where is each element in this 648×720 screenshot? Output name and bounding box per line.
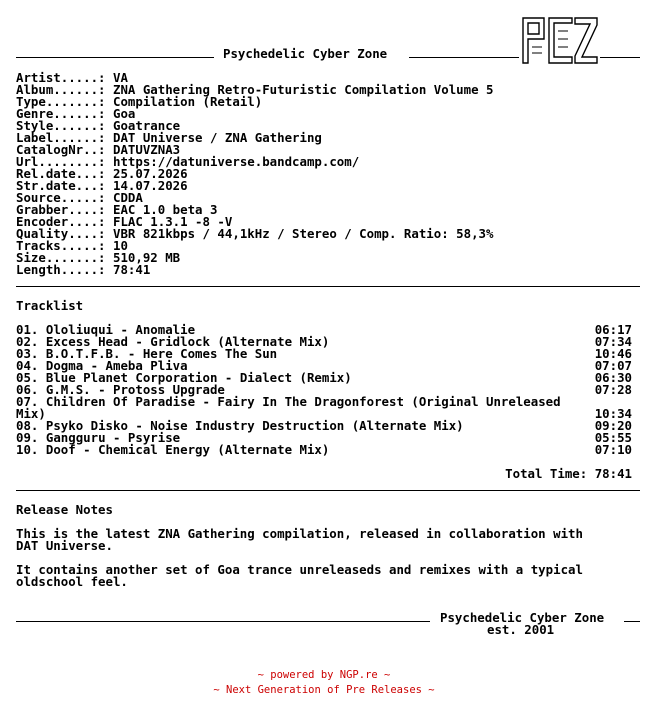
total-time-label: Total Time: <box>505 466 588 481</box>
header-title: Psychedelic Cyber Zone <box>223 46 388 61</box>
info-value: VBR 821kbps / 44,1kHz / Stereo / Comp. Ratio: 58,3% <box>113 226 494 241</box>
info-key: Tracks.....: <box>16 238 106 253</box>
info-key: Url........: <box>16 154 106 169</box>
track-duration: 09:20 <box>594 418 632 433</box>
track-title-continued: Mix) <box>16 406 46 421</box>
track-duration: 07:28 <box>594 382 632 397</box>
header-rule-end <box>600 57 640 58</box>
info-key: Album......: <box>16 82 106 97</box>
release-notes-heading: Release Notes <box>16 502 113 517</box>
info-key: CatalogNr..: <box>16 142 106 157</box>
info-key: Quality....: <box>16 226 106 241</box>
track-duration: 06:30 <box>594 370 632 385</box>
release-notes-line: DAT Universe. <box>16 538 113 553</box>
info-value: Compilation (Retail) <box>113 94 263 109</box>
track-number: 08. <box>16 418 39 433</box>
footer-name: Psychedelic Cyber Zone <box>440 610 605 625</box>
info-key: Source.....: <box>16 190 106 205</box>
track-duration: 06:17 <box>594 322 632 337</box>
track-title: Blue Planet Corporation - Dialect (Remix) <box>45 370 352 385</box>
footer-est: est. 2001 <box>487 622 555 637</box>
track-row <box>16 396 632 420</box>
info-key: Grabber....: <box>16 202 106 217</box>
info-key: Artist.....: <box>16 70 106 85</box>
info-value: CDDA <box>113 190 143 205</box>
footer-rule-right <box>624 621 640 622</box>
track-title: Doof - Chemical Energy (Alternate Mix) <box>45 442 330 457</box>
info-value: Goatrance <box>113 118 181 133</box>
info-value: VA <box>113 70 128 85</box>
track-number: 03. <box>16 346 39 361</box>
info-value: FLAC 1.3.1 -8 -V <box>113 214 233 229</box>
track-number: 09. <box>16 430 39 445</box>
track-duration: 07:34 <box>594 334 632 349</box>
info-value: ZNA Gathering Retro-Futuristic Compilation Volume 5 <box>113 82 494 97</box>
info-value: DAT Universe / ZNA Gathering <box>113 130 322 145</box>
track-title: Ololiuqui - Anomalie <box>45 322 196 337</box>
info-value: Goa <box>113 106 136 121</box>
info-row-length <box>16 264 150 276</box>
info-value: DATUVZNA3 <box>113 142 181 157</box>
tagline: ~ Next Generation of Pre Releases ~ <box>213 684 435 696</box>
track-duration: 10:46 <box>594 346 632 361</box>
pcz-logo <box>522 17 598 65</box>
info-value: 10 <box>113 238 128 253</box>
info-value: https://datuniverse.bandcamp.com/ <box>113 154 360 169</box>
track-title: Dogma - Ameba Pliva <box>45 358 188 373</box>
track-title: B.O.T.F.B. - Here Comes The Sun <box>45 346 278 361</box>
track-duration: 07:07 <box>594 358 632 373</box>
info-key: Label......: <box>16 130 106 145</box>
header-rule-left <box>16 57 214 58</box>
info-value: 78:41 <box>113 262 151 277</box>
track-number: 10. <box>16 442 39 457</box>
track-duration: 07:10 <box>594 442 632 457</box>
footer-rule-left <box>16 621 430 622</box>
total-time-value: 78:41 <box>594 466 632 481</box>
track-number: 04. <box>16 358 39 373</box>
track-duration: 05:55 <box>594 430 632 445</box>
section-divider <box>16 286 640 287</box>
info-value: 510,92 MB <box>113 250 181 265</box>
track-number: 05. <box>16 370 39 385</box>
header-rule-right <box>409 57 519 58</box>
section-divider <box>16 490 640 491</box>
release-notes-line: oldschool feel. <box>16 574 128 589</box>
track-title: G.M.S. - Protoss Upgrade <box>45 382 225 397</box>
info-key: Str.date...: <box>16 178 106 193</box>
track-number: 06. <box>16 382 39 397</box>
tracklist-heading: Tracklist <box>16 298 84 313</box>
powered-by-link[interactable]: ~ powered by NGP.re ~ <box>257 669 391 681</box>
track-title: Gangguru - Psyrise <box>45 430 181 445</box>
track-title: Children Of Paradise - Fairy In The Dragonforest (Original Unreleased <box>45 394 561 409</box>
release-notes-line: This is the latest ZNA Gathering compilation, released in collaboration with <box>16 526 583 541</box>
track-title: Excess Head - Gridlock (Alternate Mix) <box>45 334 330 349</box>
info-key: Size.......: <box>16 250 106 265</box>
info-value: 25.07.2026 <box>113 166 188 181</box>
track-number: 07. <box>16 394 39 409</box>
info-value: 14.07.2026 <box>113 178 188 193</box>
info-key: Length.....: <box>16 262 106 277</box>
info-key: Encoder....: <box>16 214 106 229</box>
info-key: Rel.date...: <box>16 166 106 181</box>
info-value: EAC 1.0 beta 3 <box>113 202 218 217</box>
track-duration: 10:34 <box>594 406 632 421</box>
release-notes-line: It contains another set of Goa trance unreleaseds and remixes with a typical <box>16 562 583 577</box>
info-key: Type.......: <box>16 94 106 109</box>
info-key: Genre......: <box>16 106 106 121</box>
track-title: Psyko Disko - Noise Industry Destruction (Alternate Mix) <box>45 418 464 433</box>
info-key: Style......: <box>16 118 106 133</box>
track-number: 02. <box>16 334 39 349</box>
track-number: 01. <box>16 322 39 337</box>
